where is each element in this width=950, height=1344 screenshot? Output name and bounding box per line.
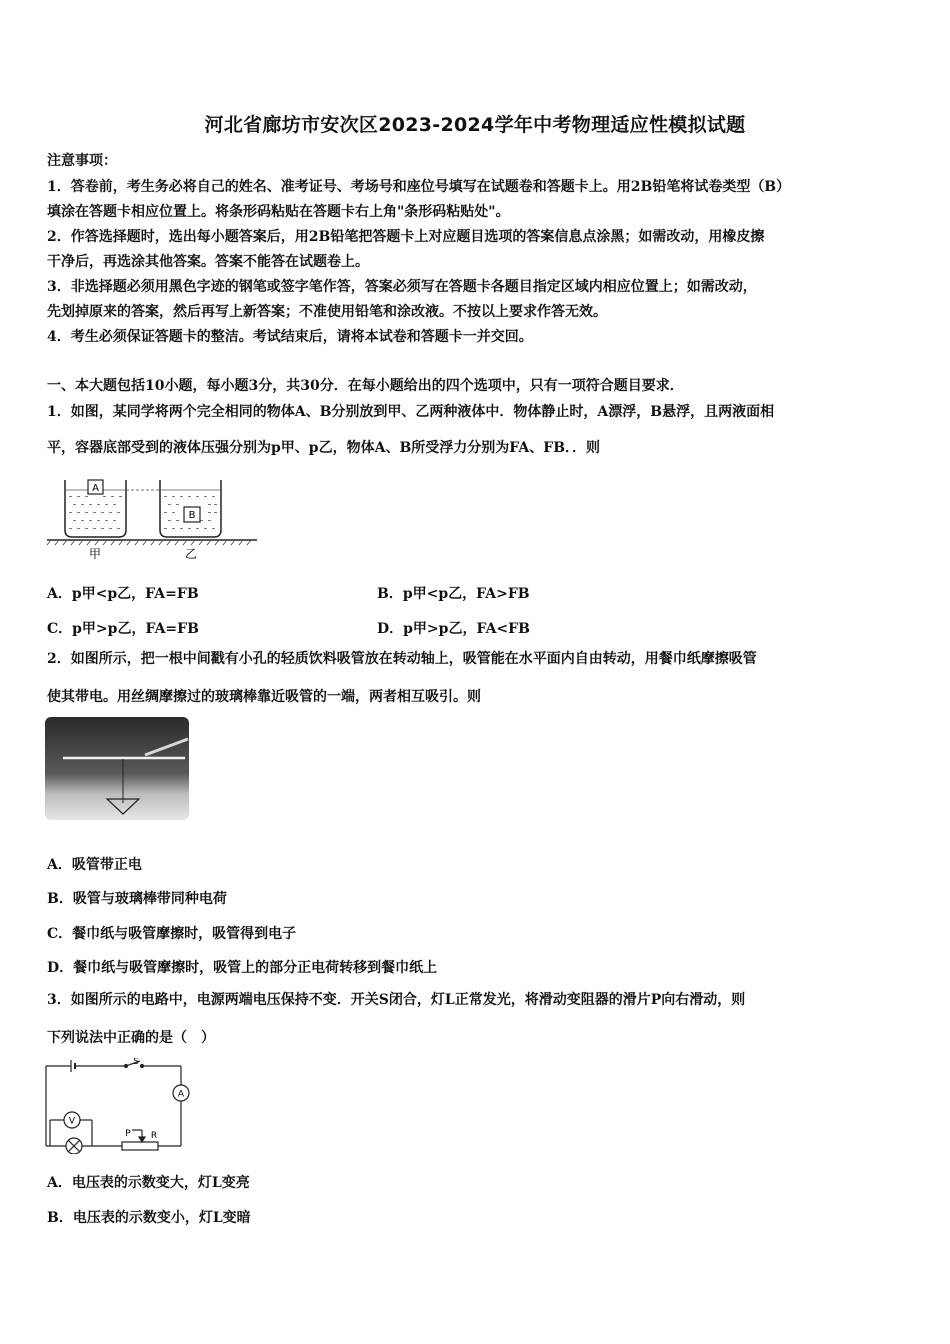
notice-line: 1．答卷前，考生务必将自己的姓名、准考证号、考场号和座位号填写在试题卷和答题卡上。用2B铅笔将试卷类型（B）: [47, 179, 791, 195]
question-2-option-c[interactable]: [47, 923, 296, 943]
question-3-option-b[interactable]: [47, 1207, 251, 1227]
notice-line: 2．作答选择题时，选出每小题答案后，用2B铅笔把答题卡上对应题目选项的答案信息点涂黑；如需改动，用橡皮擦: [47, 229, 765, 245]
object-b-label: B: [188, 510, 196, 521]
buoyancy-figure: [45, 474, 260, 564]
slider-label: P: [125, 1129, 131, 1139]
option-text: C．p甲>p乙，FA=FB: [47, 621, 199, 637]
option-text: A．p甲<p乙，FA=FB: [47, 586, 199, 602]
page-title: 河北省廊坊市安次区2023-2024学年中考物理适应性模拟试题: [204, 114, 746, 136]
question-2-option-b[interactable]: [47, 888, 227, 908]
question-1-option-b[interactable]: [377, 583, 530, 603]
question-1-option-c[interactable]: [47, 618, 199, 638]
option-text: D．p甲>p乙，FA<FB: [377, 621, 530, 637]
notice-line: 填涂在答题卡相应位置上。将条形码粘贴在答题卡右上角"条形码粘贴处"。: [47, 204, 510, 220]
notice-heading: 注意事项：: [47, 153, 117, 169]
switch-label: S: [133, 1058, 139, 1067]
notice-line: 先划掉原来的答案，然后再写上新答案；不准使用铅笔和涂改液。不按以上要求作答无效。: [47, 304, 607, 320]
container-jia-label: 甲: [88, 547, 102, 561]
notice-line: 干净后，再选涂其他答案。答案不能答在试题卷上。: [47, 254, 369, 270]
question-3-option-a[interactable]: [47, 1172, 250, 1192]
notice-line: 4．考生必须保证答题卡的整洁。考试结束后，请将本试卷和答题卡一并交回。: [47, 329, 533, 345]
question-2-text: 2．如图所示，把一根中间戳有小孔的轻质饮料吸管放在转动轴上，吸管能在水平面内自由转动，用餐巾纸摩擦吸管: [47, 651, 757, 667]
option-text: B．吸管与玻璃棒带同种电荷: [47, 891, 227, 907]
rheostat-label: R: [150, 1131, 158, 1141]
question-1-text: 1．如图，某同学将两个完全相同的物体A、B分别放到甲、乙两种液体中．物体静止时，A漂浮，B悬浮，且两液面相: [47, 404, 775, 420]
question-2-option-d[interactable]: [47, 957, 437, 977]
question-1-option-a[interactable]: [47, 583, 199, 603]
option-text: D．餐巾纸与吸管摩擦时，吸管上的部分正电荷转移到餐巾纸上: [47, 960, 438, 976]
option-text: B．p甲<p乙，FA>FB: [377, 586, 530, 602]
question-3-text: 下列说法中正确的是（ ）: [47, 1030, 215, 1046]
option-text: C．餐巾纸与吸管摩擦时，吸管得到电子: [47, 926, 297, 942]
question-1-text: 平，容器底部受到的液体压强分别为p甲、p乙，物体A、B所受浮力分别为FA、FB．．则: [47, 440, 601, 456]
circuit-diagram: [42, 1058, 192, 1154]
container-yi-label: 乙: [184, 547, 198, 561]
question-2-text: 使其带电。用丝绸摩擦过的玻璃棒靠近吸管的一端，两者相互吸引。则: [47, 689, 481, 705]
voltmeter-label: V: [68, 1116, 76, 1127]
option-text: A．吸管带正电: [47, 857, 142, 873]
option-text: B．电压表的示数变小，灯L变暗: [47, 1210, 251, 1226]
object-a-label: A: [92, 483, 99, 494]
section-heading: 一、本大题包括10小题，每小题3分，共30分．在每小题给出的四个选项中，只有一项符合题目要求．: [47, 378, 684, 394]
question-3-text: 3．如图所示的电路中，电源两端电压保持不变．开关S闭合，灯L正常发光，将滑动变阻器的滑片P向右滑动，则: [47, 992, 746, 1008]
option-text: A．电压表的示数变大，灯L变亮: [47, 1175, 250, 1191]
question-1-option-d[interactable]: [377, 618, 530, 638]
straw-photo: [45, 717, 189, 820]
ammeter-label: A: [177, 1089, 185, 1100]
notice-line: 3．非选择题必须用黑色字迹的钢笔或签字笔作答，答案必须写在答题卡各题目指定区域内相应位置上；如需改动，: [47, 279, 757, 295]
question-2-option-a[interactable]: [47, 854, 142, 874]
